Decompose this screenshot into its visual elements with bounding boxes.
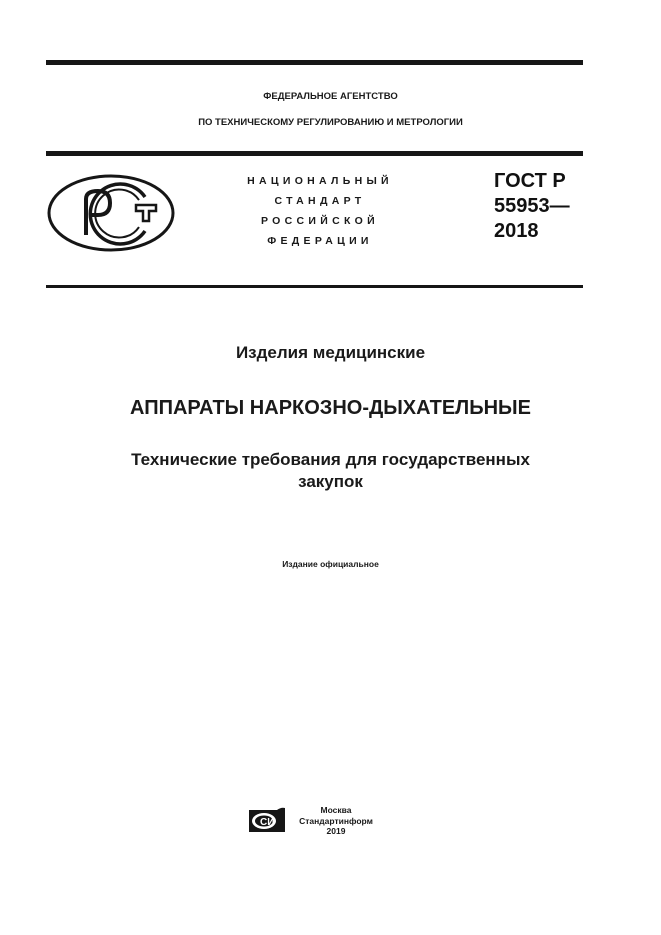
bottom-rule (46, 285, 583, 288)
publisher-info (296, 805, 376, 837)
designation-line-3: 2018 (494, 220, 539, 242)
svg-text:СИ: СИ (260, 817, 275, 828)
subtitle (0, 449, 661, 493)
national-standard-line: ФЕДЕРАЦИИ (267, 235, 373, 247)
middle-rule (46, 151, 583, 156)
publisher-city: Москва (320, 805, 352, 815)
national-standard-label (240, 171, 400, 251)
subtitle-line-1: Технические требования для государственных (131, 450, 530, 469)
publisher-year: 2019 (326, 826, 346, 836)
subtitle-line-2: закупок (298, 472, 363, 491)
agency-line-1: ФЕДЕРАЛЬНОЕ АГЕНТСТВО (263, 91, 398, 102)
standard-designation (494, 169, 570, 244)
edition-label: Издание официальное (282, 559, 379, 569)
national-standard-line: РОССИЙСКОЙ (261, 215, 379, 227)
top-rule (46, 60, 583, 65)
rst-gost-logo-icon (46, 173, 176, 253)
agency-line-2: ПО ТЕХНИЧЕСКОМУ РЕГУЛИРОВАНИЮ И МЕТРОЛОГИИ (198, 117, 463, 128)
national-standard-line: СТАНДАРТ (274, 195, 366, 207)
designation-line-1: ГОСТ Р (494, 170, 566, 192)
standartinform-logo-icon (247, 806, 287, 836)
national-standard-line: НАЦИОНАЛЬНЫЙ (247, 175, 393, 187)
designation-line-2: 55953— (494, 195, 570, 217)
category-title: Изделия медицинские (235, 343, 426, 362)
publisher-name: Стандартинформ (299, 815, 373, 826)
main-title: АППАРАТЫ НАРКОЗНО-ДЫХАТЕЛЬНЫЕ (130, 397, 531, 419)
